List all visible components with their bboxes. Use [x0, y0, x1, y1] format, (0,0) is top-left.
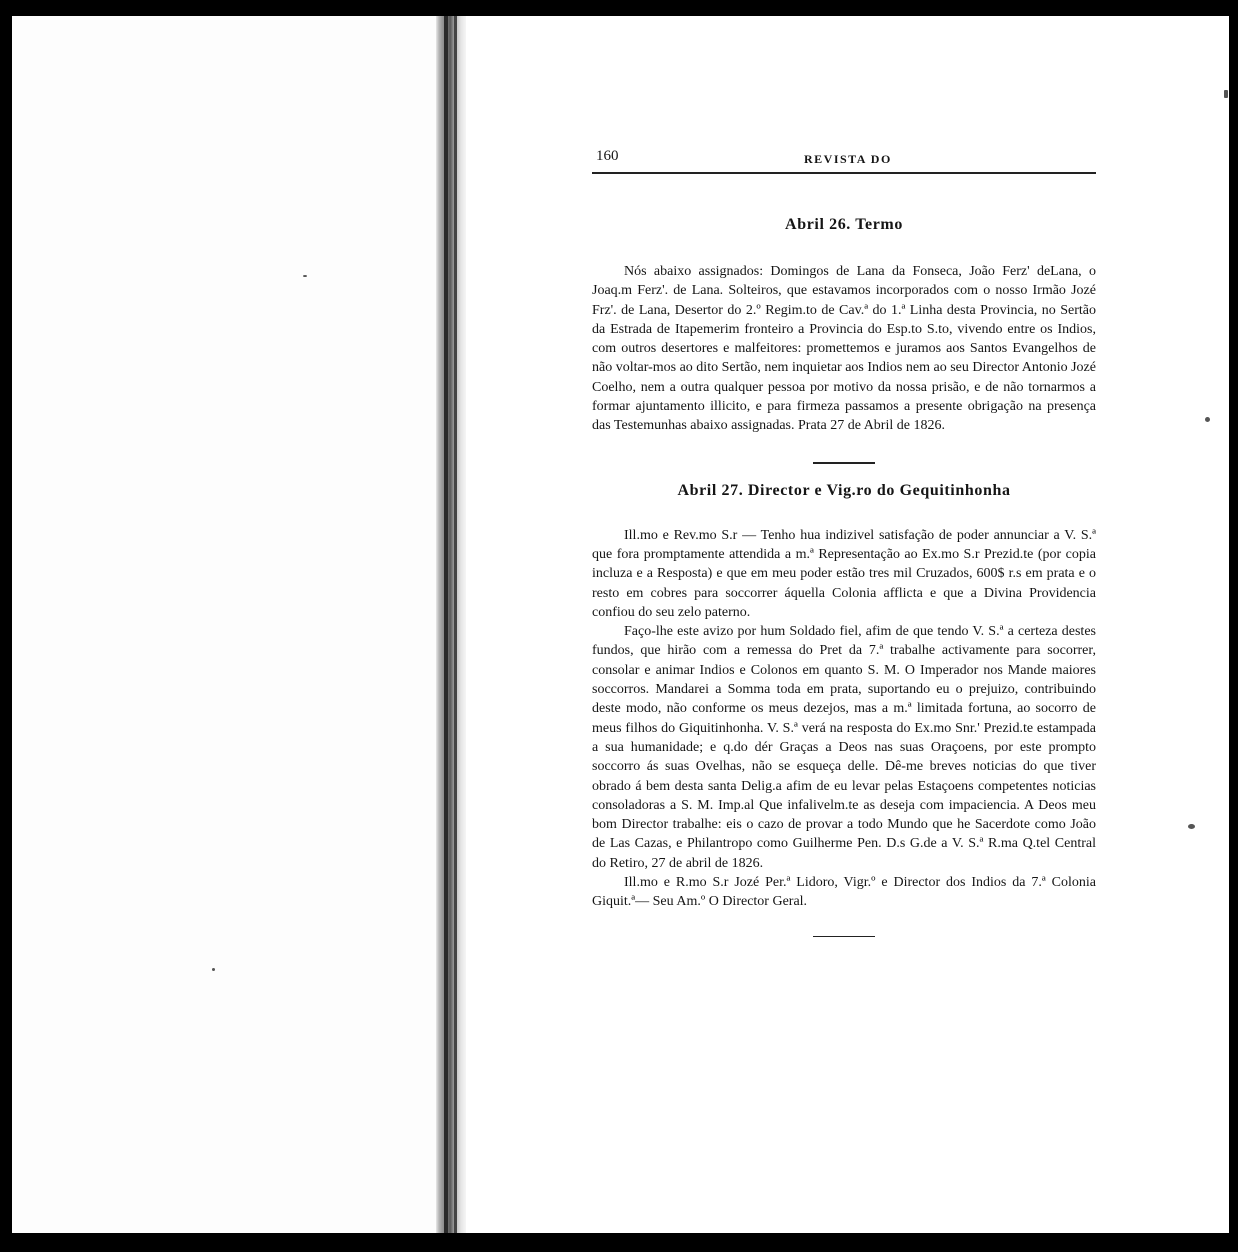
paragraph: Ill.mo e Rev.mo S.r — Tenho hua indizivel satisfação de poder annunciar a V. S.ª que fora promptamente attendida a m.ª Representação ao Ex.mo S.r Prezid.te (por copia incluza e a Resposta) e que em meu poder estão tres mil Cruzados, 600$ r.s em prata e o resto em cobres para soccorrer áquella Colonia afflicta e que a Divina Providencia confiou do seu zelo paterno.: [592, 527, 1096, 620]
paragraph: Ill.mo e R.mo S.r Jozé Per.ª Lidoro, Vigr.º e Director dos Indios da 7.ª Colonia Giquit.ª— Seu Am.º O Director Geral.: [592, 875, 1096, 910]
gutter-shadow-line: [444, 16, 448, 1233]
paragraph: Nós abaixo assignados: Domingos de Lana da Fonseca, João Ferz' deLana, o Joaq.m Ferz'. de Lana. Solteiros, que estavamos incorporados com o nosso Irmão Jozé Frz'. de Lana, Desertor do 2.º Regim.to de Cav.ª do 1.ª Linha desta Provincia, no Sertão da Estrada de Itapemerim fronteiro a Provincia do Esp.to S.to, vivendo entre os Indios, com outros desertores e malfeitores: promettemos e juramos aos Santos Evangelhos de não voltar-mos ao dito Sertão, nem inquietar aos Indios nem ao seu Director Antonio Jozé Coelho, nem a outra qualquer pessoa por motivo da nossa prisão, e de não tornarmos a formar ajuntamento illicito, e para firmeza passamos a presente obrigação na presença das Testemunhas abaixo assignadas. Prata 27 de Abril de 1826.: [592, 264, 1096, 434]
section-divider: [813, 936, 875, 937]
running-title: REVISTA DO: [804, 152, 892, 166]
section-title: Abril 26. Termo: [785, 216, 903, 233]
scan-speck: [1224, 90, 1228, 98]
section-body: [592, 262, 1096, 436]
section-title: Abril 27. Director e Vig.ro do Gequitinhonha: [677, 481, 1011, 499]
scan-speck: [1188, 824, 1195, 829]
section-body: [592, 526, 1096, 912]
section-divider: [813, 462, 875, 464]
scan-speck: [303, 275, 307, 277]
paragraph: Faço-lhe este avizo por hum Soldado fiel, afim de que tendo V. S.ª a certeza destes fundos, que hirão com a remessa do Pret da 7.ª trabalhe activamente para socorrer, consolar e animar Indios e Colonos em quanto S. M. O Imperador nos Mande maiores soccorros. Mandarei a Somma toda em prata, suportando eu o prejuizo, contribuindo deste modo, não conforme os meus dezejos, mas a m.ª limitada fortuna, ao socorro de meus filhos do Giquitinhonha. V. S.ª verá na resposta do Ex.mo Snr.' Prezid.te estampada a sua humanidade; e q.do dér Graças a Deos nas suas Oraçoens, por este prompto soccorro ás suas Ovelhas, não se esqueça delle. Dê-me breves noticias do que tiver obrado á bem desta santa Delig.a afim de eu levar pelas Estaçoens competentes noticias consoladoras a S. M. Imp.al Que infalivelm.te as deseja com impaciencia. A Deos meu bom Director trabalhe: eis o cazo de provar a todo Mundo que he Sacerdote como João de Las Cazas, e Philantropo como Guilherme Pen. D.s G.de a V. S.ª R.ma Q.tel Central do Retiro, 27 de abril de 1826.: [592, 624, 1096, 871]
scan-border-right: [1229, 0, 1238, 1252]
scan-speck: [1205, 417, 1210, 422]
scan-border-left: [0, 0, 12, 1252]
gutter-shadow-line: [454, 16, 457, 1233]
scan-speck: [212, 968, 215, 971]
scan-border-top: [0, 0, 1238, 16]
book-gutter: [436, 16, 466, 1233]
book-page: [592, 140, 1096, 937]
page-number: 160: [596, 148, 619, 164]
running-head: [592, 140, 1096, 174]
scan-border-bottom: [0, 1233, 1238, 1252]
blank-left-page: [12, 16, 436, 1233]
